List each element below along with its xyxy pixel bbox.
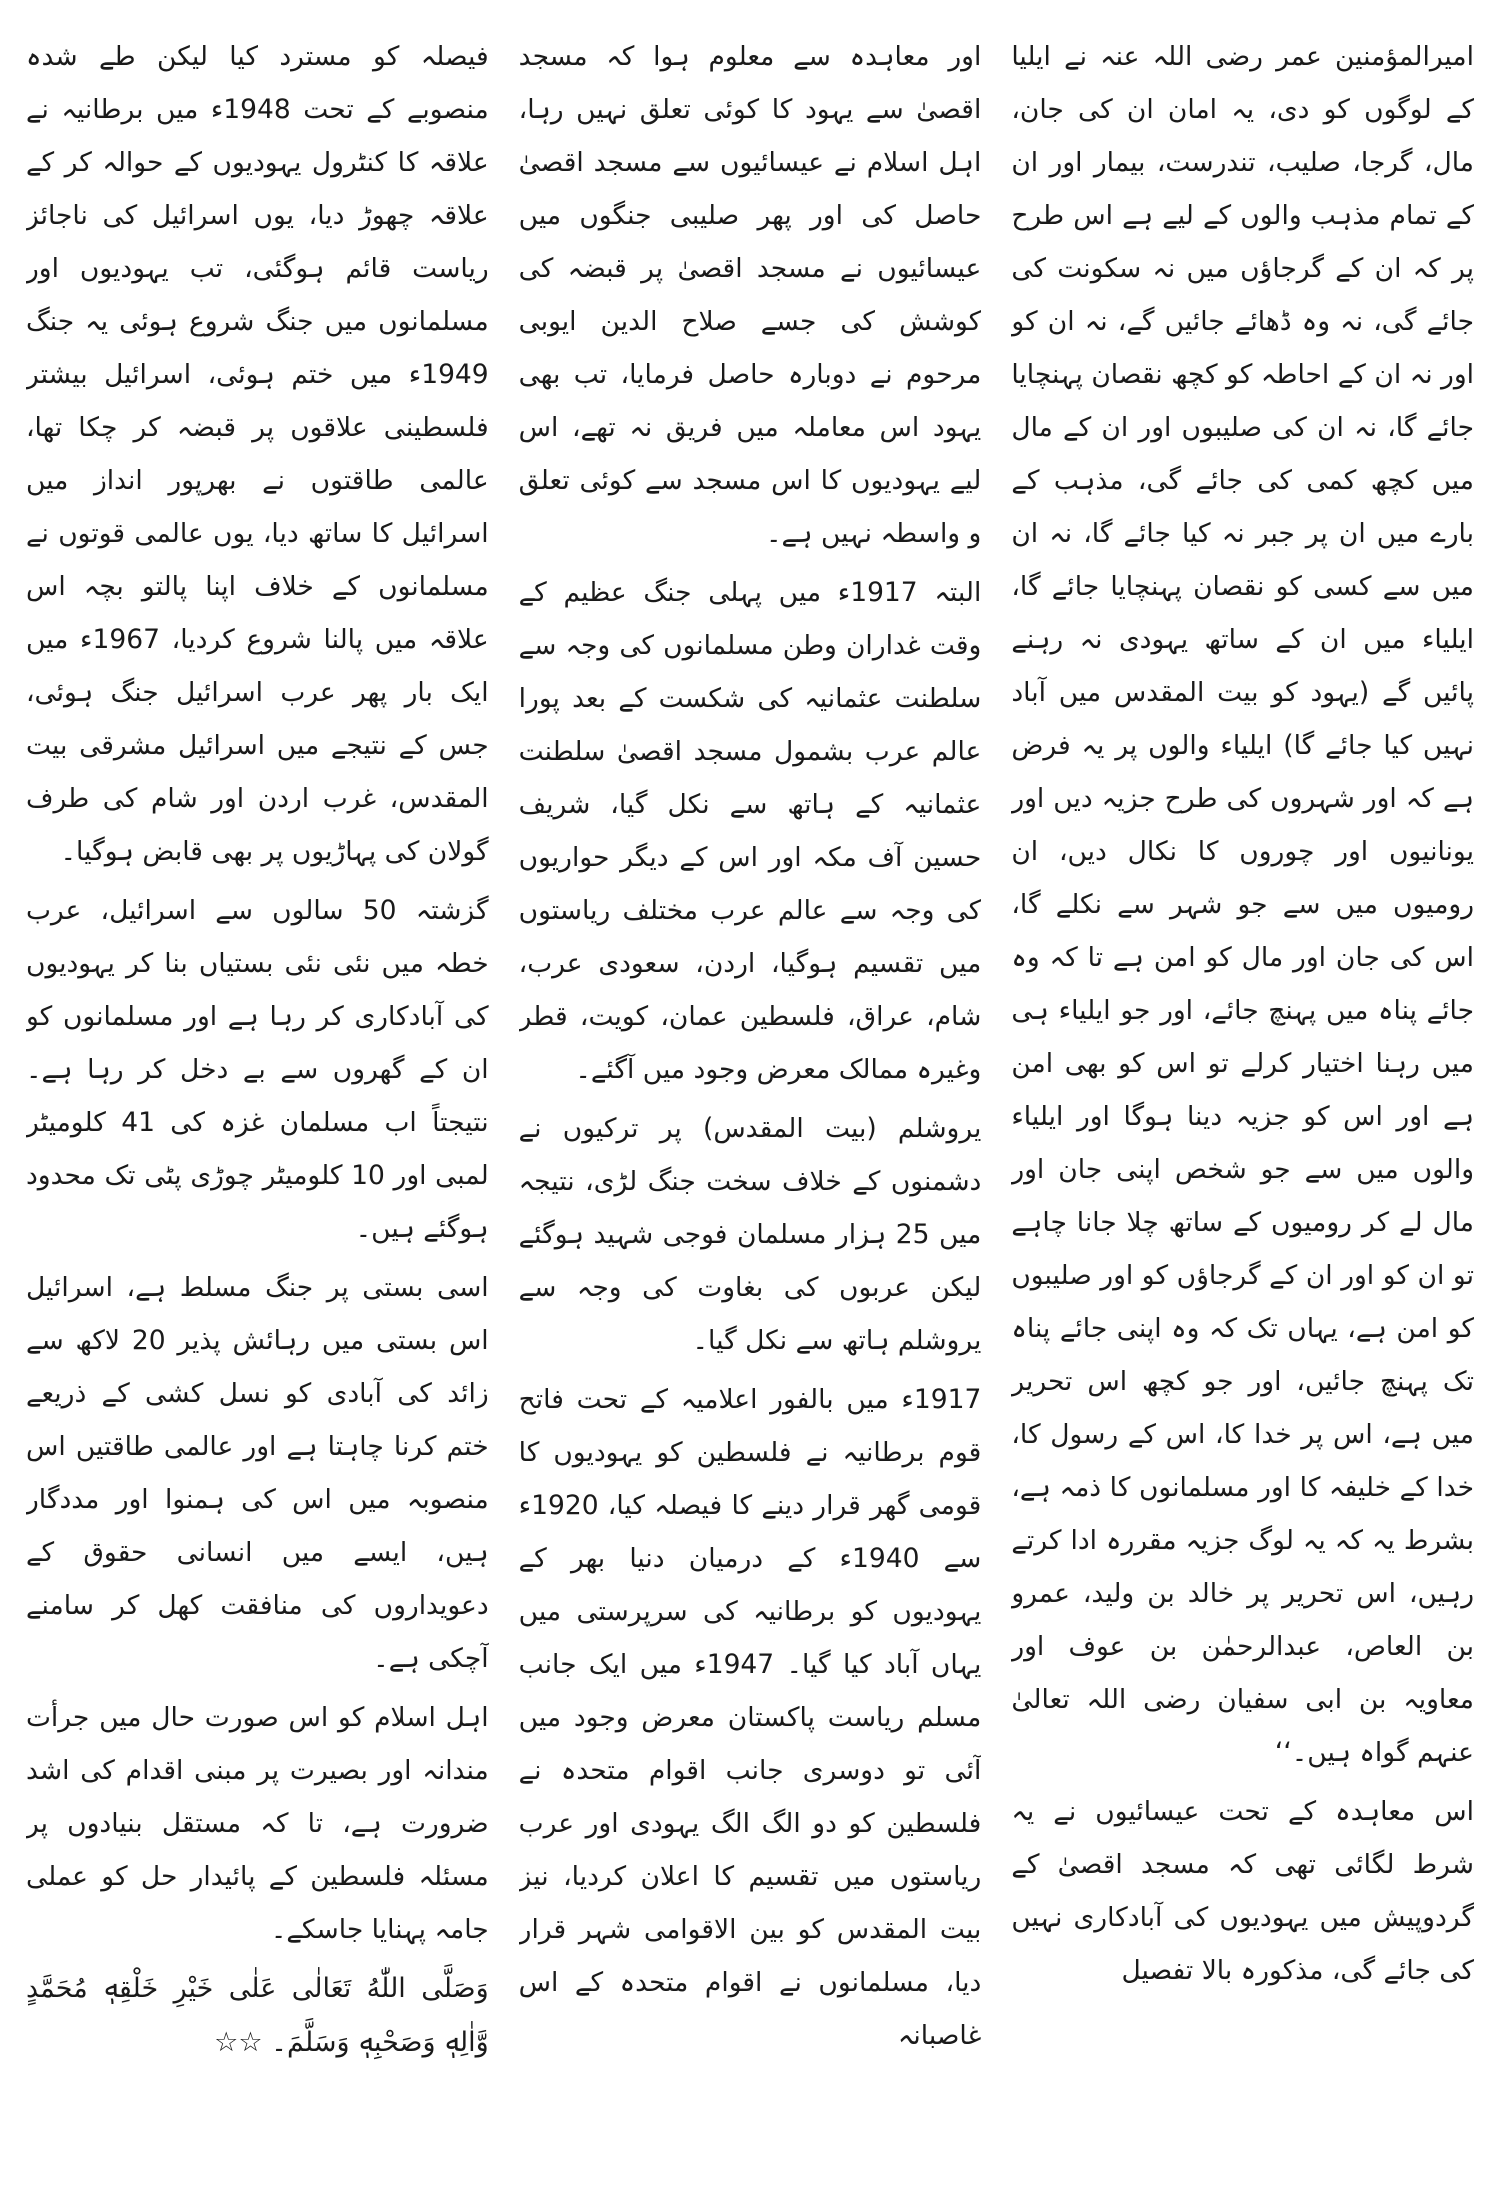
- paragraph: اس معاہدہ کے تحت عیسائیوں نے یہ شرط لگائی تھی کہ مسجد اقصیٰ کے گردوپیش میں یہودیوں کی آبادکاری نہیں کی جائے گی، مذکورہ بالا تفصیل: [1011, 1796, 1474, 1986]
- paragraph: یروشلم (بیت المقدس) پر ترکیوں نے دشمنوں کے خلاف سخت جنگ لڑی، نتیجہ میں 25 ہزار مسلمان فوجی شہید ہوگئے لیکن عربوں کی بغاوت کی وجہ سے یروشلم ہاتھ سے نکل گیا۔: [518, 1113, 982, 1356]
- paragraph: 1917ء میں بالفور اعلامیہ کے تحت فاتح قوم برطانیہ نے فلسطین کو یہودیوں کا قومی گھر قرار دینے کا فیصلہ کیا، 1920ء سے 1940ء کے درمیان دنیا بھر کے یہودیوں کو برطانیہ کی سرپرستی میں یہاں آباد کیا گیا۔ 1947ء میں ایک جانب مسلم ریاست پاکستان معرض وجود میں آئی تو دوسری جانب اقوام متحدہ نے فلسطین کو دو الگ الگ یہودی اور عرب ریاستوں میں تقسیم کا اعلان کردیا، نیز بیت المقدس کو بین الاقوامی شہر قرار دیا، مسلمانوں نے اقوام متحدہ کے اس غاصبانہ: [518, 1384, 982, 2051]
- paragraph: اور معاہدہ سے معلوم ہوا کہ مسجد اقصیٰ سے یہود کا کوئی تعلق نہیں رہا، اہل اسلام نے عیسائیوں سے مسجد اقصیٰ حاصل کی اور پھر صلیبی جنگوں میں عیسائیوں نے مسجد اقصیٰ پر قبضہ کی کوشش کی جسے صلاح الدین ایوبی مرحوم نے دوبارہ حاصل فرمایا، تب بھی یہود اس معاملہ میں فریق نہ تھے، اس لیے یہودیوں کا اس مسجد سے کوئی تعلق و واسطہ نہیں ہے۔: [518, 41, 982, 549]
- paragraph: گزشتہ 50 سالوں سے اسرائیل، عرب خطہ میں نئی نئی بستیاں بنا کر یہودیوں کی آبادکاری کر رہا ہے اور مسلمانوں کو ان کے گھروں سے بے دخل کر رہا ہے۔ نتیجتاً اب مسلمان غزہ کی 41 کلومیٹر لمبی اور 10 کلومیٹر چوڑی پٹی تک محدود ہوگئے ہیں۔: [25, 895, 489, 1244]
- closing-salawat: وَصَلَّى اللّٰهُ تَعَالٰى عَلٰى خَيْرِ خَلْقِهٖ مُحَمَّدٍ وَّاٰلِهٖ وَصَحْبِهٖ وَسَلَّمَ۔ ☆☆: [25, 1973, 489, 2058]
- paragraph: البتہ 1917ء میں پہلی جنگ عظیم کے وقت غداران وطن مسلمانوں کی وجہ سے سلطنت عثمانیہ کی شکست کے بعد پورا عالم عرب بشمول مسجد اقصیٰ سلطنت عثمانیہ کے ہاتھ سے نکل گیا، شریف حسین آف مکہ اور اس کے دیگر حواریوں کی وجہ سے عالم عرب مختلف ریاستوں میں تقسیم ہوگیا، اردن، سعودی عرب، شام، عراق، فلسطین عمان، کویت، قطر وغیرہ ممالک معرض وجود میں آگئے۔: [518, 577, 982, 1085]
- paragraph: فیصلہ کو مسترد کیا لیکن طے شدہ منصوبے کے تحت 1948ء میں برطانیہ نے علاقہ کا کنٹرول یہودیوں کے حوالہ کر کے علاقہ چھوڑ دیا، یوں اسرائیل کی ناجائز ریاست قائم ہوگئی، تب یہودیوں اور مسلمانوں میں جنگ شروع ہوئی یہ جنگ 1949ء میں ختم ہوئی، اسرائیل بیشتر فلسطینی علاقوں پر قبضہ کر چکا تھا، عالمی طاقتوں نے بھرپور انداز میں اسرائیل کا ساتھ دیا، یوں عالمی قوتوں نے مسلمانوں کے خلاف اپنا پالتو بچہ اس علاقہ میں پالنا شروع کردیا، 1967ء میں ایک بار پھر عرب اسرائیل جنگ ہوئی، جس کے نتیجے میں اسرائیل مشرقی بیت المقدس، غرب اردن اور شام کی طرف گولان کی پہاڑیوں پر بھی قابض ہوگیا۔: [25, 41, 489, 867]
- text-column-right: [1011, 30, 1474, 2174]
- paragraph: امیرالمؤمنین عمر رضی اللہ عنہ نے ایلیا کے لوگوں کو دی، یہ امان ان کی جان، مال، گرجا، صلیب، تندرست، بیمار اور ان کے تمام مذہب والوں کے لیے ہے اس طرح پر کہ ان کے گرجاؤں میں نہ سکونت کی جائے گی، نہ وہ ڈھائے جائیں گے، نہ ان کو اور نہ ان کے احاطہ کو کچھ نقصان پہنچایا جائے گا، نہ ان کی صلیبوں اور ان کے مال میں کچھ کمی کی جائے گی، مذہب کے بارے میں ان پر جبر نہ کیا جائے گا، نہ ان میں سے کسی کو نقصان پہنچایا جائے گا، ایلیاء میں ان کے ساتھ یہودی نہ رہنے پائیں گے (یہود کو بیت المقدس میں آباد نہیں کیا جائے گا) ایلیاء والوں پر یہ فرض ہے کہ اور شہروں کی طرح جزیہ دیں اور یونانیوں اور چوروں کا نکال دیں، ان رومیوں میں سے جو شہر سے نکلے گا، اس کی جان اور مال کو امن ہے تا کہ وہ جائے پناہ میں پہنچ جائے، اور جو ایلیاء ہی میں رہنا اختیار کرلے تو اس کو بھی امن ہے اور اس کو جزیہ دینا ہوگا اور ایلیاء والوں میں سے جو شخص اپنی جان اور مال لے کر رومیوں کے ساتھ چلا جانا چاہے تو ان کو اور ان کے گرجاؤں کو اور صلیبوں کو امن ہے، یہاں تک کہ وہ اپنی جائے پناہ تک پہنچ جائیں، اور جو کچھ اس تحریر میں ہے، اس پر خدا کا، اس کے رسول کا، خدا کے خلیفہ کا اور مسلمانوں کا ذمہ ہے، بشرط یہ کہ یہ لوگ جزیہ مقررہ ادا کرتے رہیں، اس تحریر پر خالد بن ولید، عمرو بن العاص، عبدالرحمٰن بن عوف اور معاویہ بن ابی سفیان رضی اللہ تعالیٰ عنہم گواہ ہیں۔‘‘: [1011, 41, 1474, 1768]
- text-column-left: [26, 30, 489, 2174]
- text-column-middle: [519, 30, 982, 2174]
- paragraph: اسی بستی پر جنگ مسلط ہے، اسرائیل اس بستی میں رہائش پذیر 20 لاکھ سے زائد کی آبادی کو نسل کشی کے ذریعے ختم کرنا چاہتا ہے اور عالمی طاقتیں اس منصوبہ میں اس کی ہمنوا اور مددگار ہیں، ایسے میں انسانی حقوق کے دعویداروں کی منافقت کھل کر سامنے آچکی ہے۔: [25, 1272, 489, 1674]
- paragraph: اہل اسلام کو اس صورت حال میں جرأت مندانہ اور بصیرت پر مبنی اقدام کی اشد ضرورت ہے، تا کہ مستقل بنیادوں پر مسئلہ فلسطین کے پائیدار حل کو عملی جامہ پہنایا جاسکے۔: [25, 1702, 489, 1945]
